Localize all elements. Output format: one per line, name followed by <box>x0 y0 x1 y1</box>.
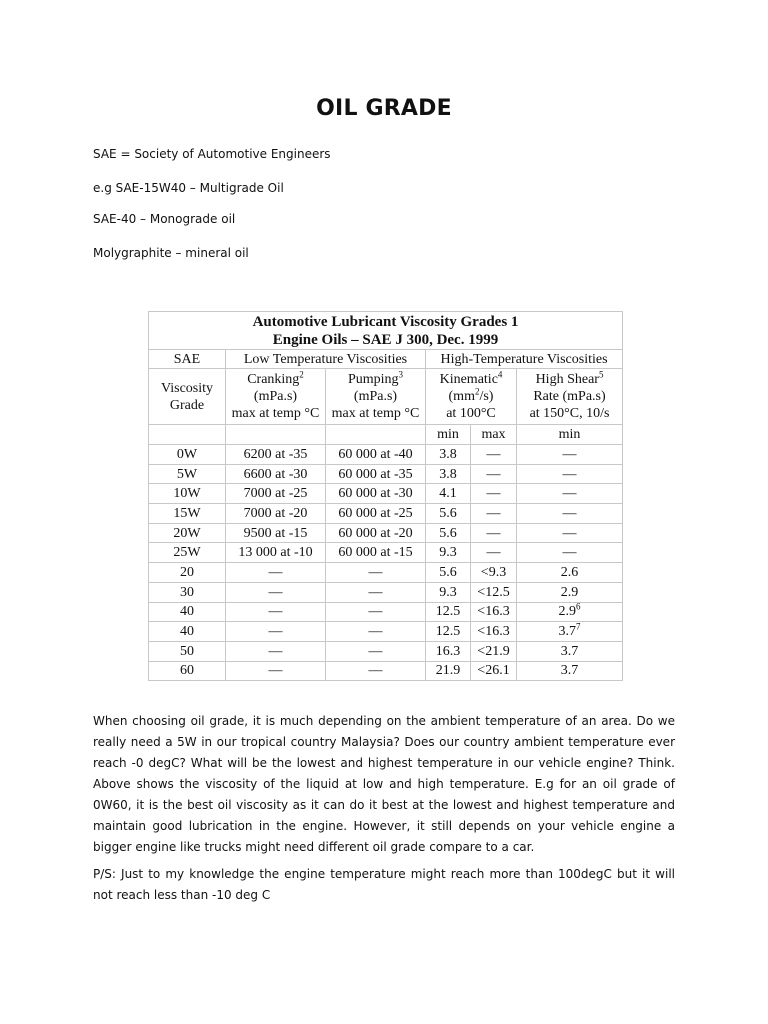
cranking-cell: 6600 at -30 <box>226 464 326 484</box>
table-row <box>149 543 623 563</box>
paragraph-ps-note: P/S: Just to my knowledge the engine temperature might reach more than 100degC but it will not reach less than -10 deg C <box>93 867 675 902</box>
kinematic-min-cell: 3.8 <box>426 445 471 465</box>
kinematic-min-cell: 5.6 <box>426 504 471 524</box>
header-high-temp: High-Temperature Viscosities <box>426 350 623 369</box>
pumping-cell: — <box>326 582 426 602</box>
kinematic-min-cell: 12.5 <box>426 602 471 622</box>
header-shear-cond: at 150°C, 10/s <box>529 406 610 421</box>
header-kinematic-unit <box>426 388 516 405</box>
table-caption <box>149 312 623 350</box>
cranking-cell: — <box>226 602 326 622</box>
kinematic-min-cell: 9.3 <box>426 582 471 602</box>
pumping-cell: 60 000 at -15 <box>326 543 426 563</box>
header-pumping-unit: (mPa.s) <box>353 389 398 404</box>
cranking-cell: — <box>226 563 326 583</box>
kinematic-max-cell: <16.3 <box>471 622 517 642</box>
header-blank-sae <box>149 425 226 445</box>
header-cranking-label <box>226 371 325 388</box>
grade-cell: 20W <box>149 523 226 543</box>
header-pumping <box>326 369 426 425</box>
kinematic-min-cell: 5.6 <box>426 523 471 543</box>
cranking-cell: — <box>226 661 326 681</box>
kinematic-max-cell: <16.3 <box>471 602 517 622</box>
cranking-cell: 13 000 at -10 <box>226 543 326 563</box>
table-caption-line2: Engine Oils – SAE J 300, Dec. 1999 <box>272 331 499 348</box>
table-row <box>149 582 623 602</box>
kinematic-min-cell: 4.1 <box>426 484 471 504</box>
shear-min-value: 2.9 <box>560 584 579 600</box>
kinematic-min-cell: 5.6 <box>426 563 471 583</box>
header-kinematic <box>426 369 517 425</box>
header-blank-cranking <box>226 425 326 445</box>
grade-cell: 25W <box>149 543 226 563</box>
shear-min-value: — <box>562 486 577 502</box>
table-row <box>149 523 623 543</box>
table-body <box>149 445 623 681</box>
shear-min-cell <box>517 661 623 681</box>
kinematic-max-cell: <26.1 <box>471 661 517 681</box>
intro-line-sae: SAE = Society of Automotive Engineers <box>93 147 331 161</box>
grade-cell: 40 <box>149 602 226 622</box>
kinematic-max-cell: — <box>471 484 517 504</box>
table-row <box>149 445 623 465</box>
header-kinematic-text: Kinematic <box>439 372 498 387</box>
header-shear-min: min <box>517 425 623 445</box>
kinematic-max-cell: — <box>471 464 517 484</box>
shear-min-cell <box>517 464 623 484</box>
kinematic-min-cell: 3.8 <box>426 464 471 484</box>
grade-cell: 50 <box>149 641 226 661</box>
header-cranking-text: Cranking <box>247 372 300 387</box>
header-kinematic-label <box>426 371 516 388</box>
shear-min-value: — <box>562 545 577 561</box>
table-caption-line1: Automotive Lubricant Viscosity Grades 1 <box>252 313 519 330</box>
header-pumping-label <box>326 371 425 388</box>
kinematic-max-cell: <12.5 <box>471 582 517 602</box>
cranking-cell: 7000 at -25 <box>226 484 326 504</box>
shear-min-value: 3.7 <box>560 663 579 679</box>
table-row <box>149 504 623 524</box>
kinematic-max-cell: — <box>471 523 517 543</box>
pumping-cell: — <box>326 602 426 622</box>
kinematic-max-cell: — <box>471 543 517 563</box>
cranking-cell: 7000 at -20 <box>226 504 326 524</box>
cranking-cell: 6200 at -35 <box>226 445 326 465</box>
grade-cell: 20 <box>149 563 226 583</box>
kinematic-max-cell: — <box>471 504 517 524</box>
grade-cell: 5W <box>149 464 226 484</box>
shear-min-cell <box>517 582 623 602</box>
header-cranking-footnote: 2 <box>299 369 304 380</box>
shear-min-value: 3.7 <box>560 643 579 659</box>
pumping-cell: — <box>326 622 426 642</box>
header-low-temp: Low Temperature Viscosities <box>226 350 426 369</box>
header-sae: SAE <box>149 350 226 369</box>
shear-min-value: — <box>562 505 577 521</box>
header-kinematic-unit-a: (mm <box>448 389 475 404</box>
viscosity-table-container <box>148 311 622 680</box>
header-shear-footnote: 5 <box>598 369 604 380</box>
grade-cell: 60 <box>149 661 226 681</box>
kinematic-min-cell: 12.5 <box>426 622 471 642</box>
intro-line-monograde: SAE-40 – Monograde oil <box>93 212 236 226</box>
shear-min-value: 2.9 <box>558 604 576 620</box>
header-shear-text: High Shear <box>535 372 599 387</box>
kinematic-max-cell: <9.3 <box>471 563 517 583</box>
header-viscosity-grade <box>149 369 226 425</box>
table-row <box>149 563 623 583</box>
shear-min-value: — <box>562 466 577 482</box>
grade-cell: 40 <box>149 622 226 642</box>
shear-min-cell <box>517 563 623 583</box>
shear-footnote: 7 <box>576 621 581 632</box>
intro-line-molygraphite: Molygraphite – mineral oil <box>93 246 249 260</box>
shear-min-value: — <box>562 446 577 462</box>
header-kinematic-cond: at 100°C <box>446 406 496 421</box>
viscosity-grades-table <box>148 311 623 681</box>
table-row <box>149 622 623 642</box>
table-row <box>149 661 623 681</box>
header-pumping-footnote: 3 <box>398 369 404 380</box>
pumping-cell: 60 000 at -30 <box>326 484 426 504</box>
header-pumping-text: Pumping <box>347 372 399 387</box>
header-kinematic-footnote: 4 <box>497 369 503 380</box>
pumping-cell: 60 000 at -40 <box>326 445 426 465</box>
header-cranking-unit: (mPa.s) <box>253 389 298 404</box>
header-kinematic-unit-sup: 2 <box>474 386 480 397</box>
kinematic-max-cell: — <box>471 445 517 465</box>
header-cranking-cond: max at temp °C <box>231 406 320 421</box>
kinematic-max-cell: <21.9 <box>471 641 517 661</box>
shear-min-value: — <box>562 525 577 541</box>
paragraph-oil-grade-explanation: When choosing oil grade, it is much depending on the ambient temperature of an area. Do we really need a 5W in our tropical country Malaysia? Does our country ambient temperature ever reach -0 degC? What will be the lowest and highest temperature in our vehicle engine? Think. Above shows the viscosity of the liquid at low and high temperature. E.g for an oil grade of 0W60, it is the best oil viscosity as it can do it best at the lowest and highest temperature and maintain good lubrication in the engine. However, it still depends on your vehicle engine a bigger engine like trucks might need different oil grade compare to a car. <box>93 714 675 854</box>
header-kinematic-min: min <box>426 425 471 445</box>
table-row <box>149 602 623 622</box>
shear-min-cell <box>517 622 623 642</box>
table-row <box>149 641 623 661</box>
cranking-cell: — <box>226 622 326 642</box>
table-row <box>149 464 623 484</box>
header-kinematic-max: max <box>471 425 517 445</box>
header-high-shear <box>517 369 623 425</box>
intro-line-multigrade: e.g SAE-15W40 – Multigrade Oil <box>93 181 284 195</box>
shear-min-cell <box>517 602 623 622</box>
table-row <box>149 484 623 504</box>
grade-cell: 15W <box>149 504 226 524</box>
kinematic-min-cell: 9.3 <box>426 543 471 563</box>
kinematic-min-cell: 21.9 <box>426 661 471 681</box>
shear-min-cell <box>517 445 623 465</box>
pumping-cell: — <box>326 661 426 681</box>
header-shear-label <box>517 371 622 388</box>
header-shear-unit: Rate (mPa.s) <box>533 389 606 404</box>
shear-min-cell <box>517 504 623 524</box>
shear-min-cell <box>517 543 623 563</box>
shear-footnote: 6 <box>576 601 581 612</box>
pumping-cell: 60 000 at -35 <box>326 464 426 484</box>
header-cranking <box>226 369 326 425</box>
header-pumping-cond: max at temp °C <box>331 406 420 421</box>
shear-min-cell <box>517 484 623 504</box>
page-title: OIL GRADE <box>316 96 452 121</box>
shear-min-value: 2.6 <box>560 564 579 580</box>
header-viscosity-grade-text: Viscosity Grade <box>160 380 214 413</box>
cranking-cell: 9500 at -15 <box>226 523 326 543</box>
header-kinematic-unit-b: /s) <box>479 389 494 404</box>
pumping-cell: — <box>326 563 426 583</box>
shear-min-value: 3.7 <box>558 624 576 640</box>
shear-min-cell <box>517 641 623 661</box>
cranking-cell: — <box>226 641 326 661</box>
cranking-cell: — <box>226 582 326 602</box>
pumping-cell: 60 000 at -20 <box>326 523 426 543</box>
header-blank-pumping <box>326 425 426 445</box>
grade-cell: 10W <box>149 484 226 504</box>
pumping-cell: 60 000 at -25 <box>326 504 426 524</box>
shear-min-cell <box>517 523 623 543</box>
kinematic-min-cell: 16.3 <box>426 641 471 661</box>
pumping-cell: — <box>326 641 426 661</box>
grade-cell: 0W <box>149 445 226 465</box>
grade-cell: 30 <box>149 582 226 602</box>
